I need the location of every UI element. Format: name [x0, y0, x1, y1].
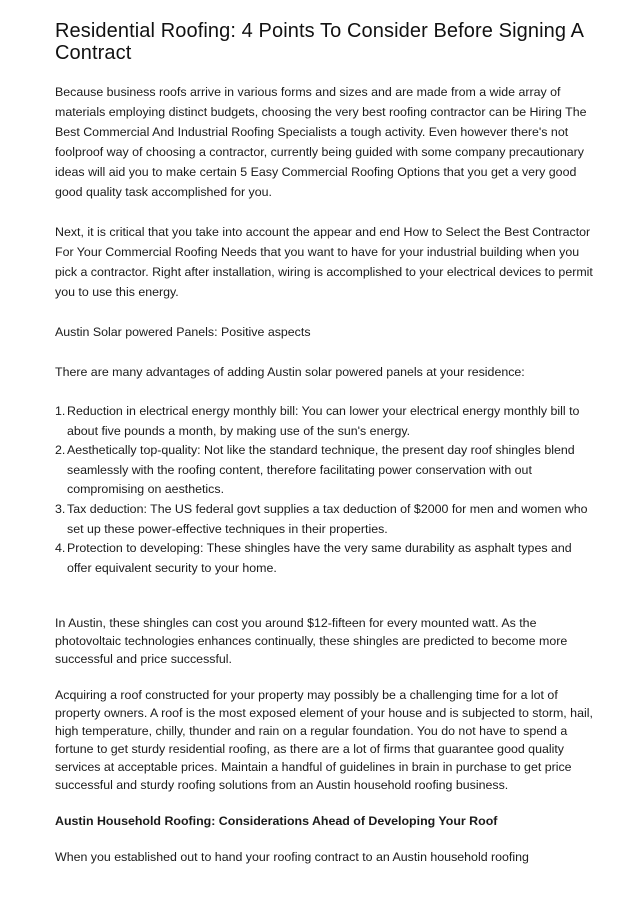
paragraph-advantages: There are many advantages of adding Austin solar powered panels at your residence: [55, 365, 525, 379]
list-item-text: Tax deduction: The US federal govt supplies a tax deduction of $2000 for men and women who set up these power-effective techniques in their properties. [67, 501, 588, 536]
paragraph-roofing-contract: When you established out to hand your roofing contract to an Austin household roofing [55, 850, 529, 865]
paragraph-shingle-cost: In Austin, these shingles can cost you around $12-fifteen for every mounted watt. As the photovoltaic technologies enhances continually, these shingles are predicted to become more successful and price successful. [55, 616, 568, 667]
paragraph-contractor: Next, it is critical that you take into account the appear and end How to Select the Best Contractor For Your Commercial Roofing Needs that you want to have for your industrial building when you pick a contractor. Right after installation, wiring is accomplished to your electrical devices to permit you to use this energy. [55, 225, 593, 299]
list-item [55, 539, 595, 578]
list-item [55, 441, 595, 500]
list-item-text: Protection to developing: These shingles have the very same durability as asphalt types and offer equivalent security to your home. [67, 541, 572, 575]
list-item [55, 402, 595, 441]
list-item-text: Reduction in electrical energy monthly bill: You can lower your electrical energy monthly bill to about five pounds a month, by making use of the sun's energy. [67, 404, 580, 438]
paragraph-intro: Because business roofs arrive in various forms and sizes and are made from a wide array of materials employing distinct budgets, choosing the very best roofing contractor can be Hiring The Best Commercial And Industrial Roofing Specialists a tough activity. Even however there's not foolproof way of choosing a contractor, currently being guided with some company precautionary ideas will aid you to make certain 5 Easy Commercial Roofing Options that you get a very good good quality task accomplished for you. [55, 85, 587, 199]
list-item-number: 4. [55, 541, 66, 556]
list-item-number: 2. [55, 443, 66, 458]
paragraph-roof-construction: Acquiring a roof constructed for your property may possibly be a challenging time for a lot of property owners. A roof is the most exposed element of your house and is subjected to storm, hail, high temperature, chilly, thunder and rain on a regular foundation. You do not have to spend a fortune to get sturdy residential roofing, as there are a lot of firms that guarantee good quality services at acceptable prices. Maintain a handful of guidelines in brain in purchase to get price successful and sturdy roofing solutions from an Austin household roofing business. [55, 688, 593, 793]
document-page [55, 20, 595, 866]
subheading-household-roofing: Austin Household Roofing: Considerations Ahead of Developing Your Roof [55, 814, 498, 829]
list-item-number: 1. [55, 404, 66, 418]
article-title: Residential Roofing: 4 Points To Consider Before Signing A Contract [55, 20, 583, 64]
list-item-number: 3. [55, 501, 66, 516]
list-item-text: Aesthetically top-quality: Not like the standard technique, the present day roof shingles blend seamlessly with the roofing content, therefore facilitating power conservation with out compromising on aesthetics. [67, 443, 575, 497]
advantages-list [55, 402, 595, 578]
subheading-solar-panels: Austin Solar powered Panels: Positive aspects [55, 325, 311, 339]
list-item [55, 500, 595, 539]
